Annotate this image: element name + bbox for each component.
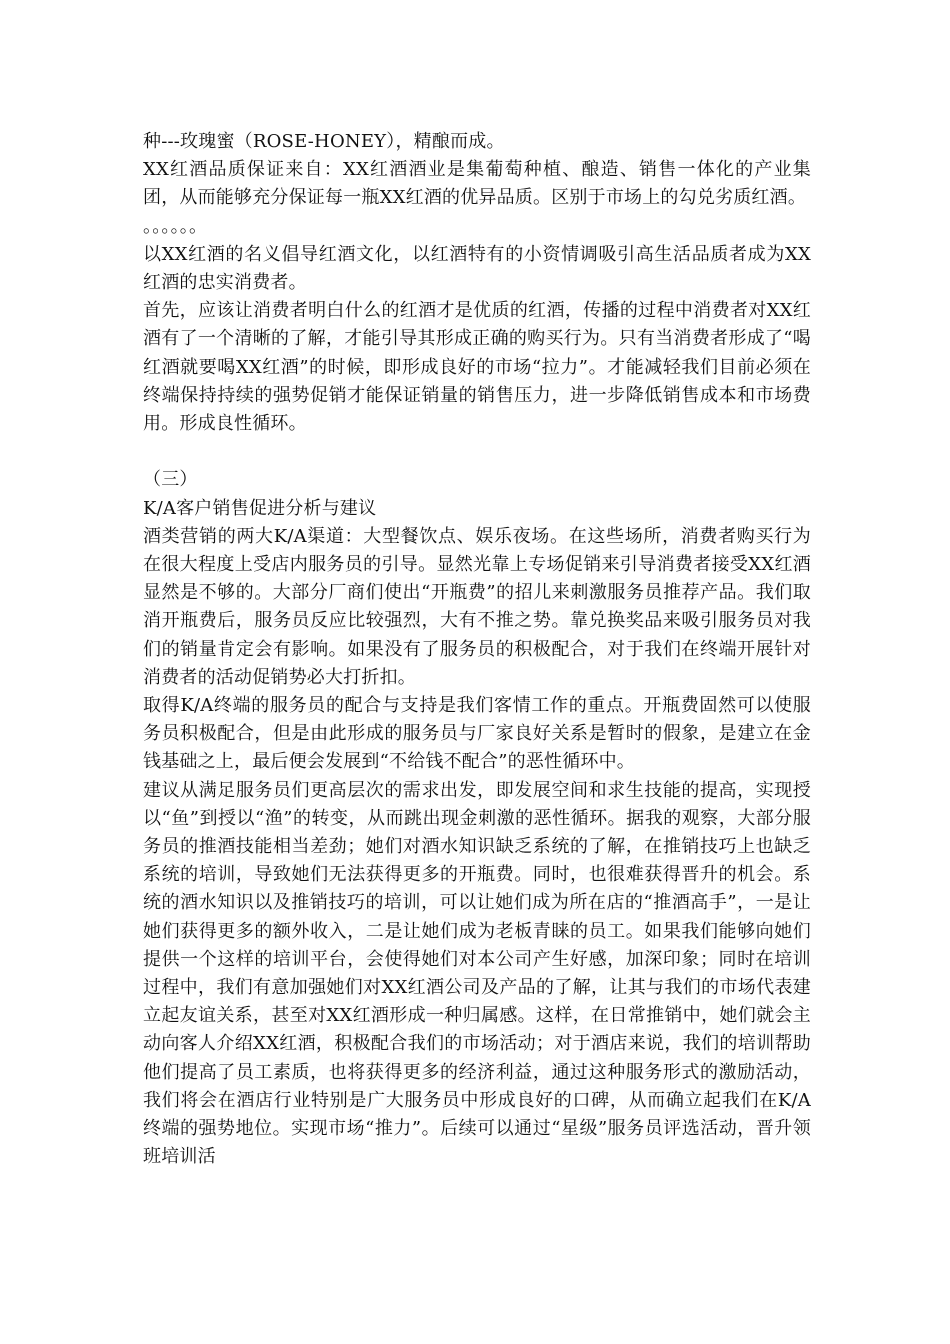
paragraph-wine-culture: 以XX红酒的名义倡导红酒文化，以红酒特有的小资情调吸引高生活品质者成为XX红酒的忠实消费者。 bbox=[143, 243, 811, 294]
paragraph-ka-channels: 酒类营销的两大K/A渠道：大型餐饮点、娱乐夜场。在这些场所，消费者购买行为在很大程度上受店内服务员的引导。显然光靠上专场促销来引导消费者接受XX红酒显然是不够的。大部分厂商们使出“开瓶费”的招儿来刺激服务员推荐产品。我们取消开瓶费后，服务员反应比较强烈，大有不推之势。靠兑换奖品来吸引服务员对我们的销量肯定会有影响。如果没有了服务员的积极配合，对于我们在终端开展针对消费者的活动促销势必大打折扣。 bbox=[143, 525, 811, 688]
paragraph-rose-honey: 种---玫瑰蜜（ROSE-HONEY），精酿而成。 bbox=[143, 131, 505, 152]
paragraph-quality-guarantee: XX红酒品质保证来自：XX红酒酒业是集葡萄种植、酿造、销售一体化的产业集团，从而能够充分保证每一瓶XX红酒的优异品质。区别于市场上的勾兑劣质红酒。 bbox=[143, 159, 811, 209]
document-body bbox=[143, 128, 811, 1172]
paragraph-ellipsis: 。。。。。。 bbox=[143, 215, 208, 237]
paragraph-consumer-education: 首先，应该让消费者明白什么的红酒才是优质的红酒，传播的过程中消费者对XX红酒有了一个清晰的了解，才能引导其形成正确的购买行为。只有当消费者形成了“喝红酒就要喝XX红酒”的时候，即形成良好的市场“拉力”。才能减轻我们目前必须在终端保持持续的强势促销才能保证销量的销售压力，进一步降低销售成本和市场费用。形成良性循环。 bbox=[143, 300, 811, 435]
section-title: K/A客户销售促进分析与建议 bbox=[143, 497, 377, 519]
paragraph-training-suggestion: 建议从满足服务员们更高层次的需求出发，即发展空间和求生技能的提高，实现授以“鱼”到授以“渔”的转变，从而跳出现金刺激的恶性循环。据我的观察，大部分服务员的推酒技能相当差劲；她们对酒水知识缺乏系统的了解，在推销技巧上也缺乏系统的培训，导致她们无法获得更多的开瓶费。同时，也很难获得晋升的机会。系统的酒水知识以及推销技巧的培训，可以让她们成为所在店的“推酒高手”，一是让她们获得更多的额外收入，二是让她们成为老板青睐的员工。如果我们能够向她们提供一个这样的培训平台，会使得她们对本公司产生好感，加深印象；同时在培训过程中，我们有意加强她们对XX红酒公司及产品的了解，让其与我们的市场代表建立起友谊关系，甚至对XX红酒形成一种归属感。这样，在日常推销中，她们就会主动向客人介绍XX红酒，积极配合我们的市场活动；对于酒店来说，我们的培训帮助他们提高了员工素质，也将获得更多的经济利益，通过这种服务形式的激励活动，我们将会在酒店行业特别是广大服务员中形成良好的口碑，从而确立起我们在K/A终端的强势地位。实现市场“推力”。后续可以通过“星级”服务员评选活动，晋升领班培训活 bbox=[143, 779, 811, 1168]
blank-line bbox=[143, 438, 811, 466]
section-number: （三） bbox=[143, 469, 198, 491]
paragraph-waiter-cooperation: 取得K/A终端的服务员的配合与支持是我们客情工作的重点。开瓶费固然可以使服务员积极配合，但是由此形成的服务员与厂家良好关系是暂时的假象，是建立在金钱基础之上，最后便会发展到“不给钱不配合”的恶性循环中。 bbox=[143, 695, 811, 773]
